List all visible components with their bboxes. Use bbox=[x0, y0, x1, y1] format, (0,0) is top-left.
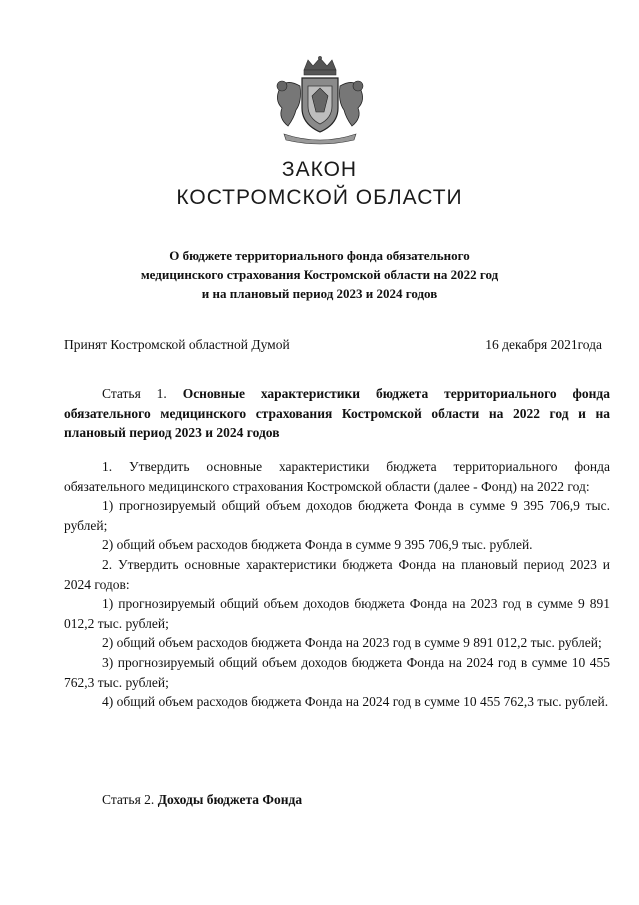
subject-line: и на плановый период 2023 и 2024 годов bbox=[201, 286, 438, 301]
law-title: ЗАКОН bbox=[281, 158, 358, 181]
article-title: Доходы бюджета Фонда bbox=[157, 792, 303, 807]
subject-line: медицинского страхования Костромской области на 2022 год bbox=[140, 267, 499, 282]
article-title: Основные характеристики бюджета территориального фонда обязательного медицинского страхования Костромской области на 2022 год и на плановый период 2023 и 2024 годов bbox=[64, 386, 610, 441]
adopted-by: Принят Костромской областной Думой bbox=[64, 337, 290, 352]
kostroma-coat-of-arms-icon bbox=[266, 56, 374, 146]
paragraph: 3) прогнозируемый общий объем доходов бюджета Фонда на 2024 год в сумме 10 455 762,3 тыс. рублей; bbox=[64, 654, 610, 690]
paragraph: 2. Утвердить основные характеристики бюджета Фонда на плановый период 2023 и 2024 годов: bbox=[64, 556, 610, 592]
law-subject bbox=[0, 246, 639, 303]
article-1-body bbox=[64, 457, 610, 712]
paragraph: 2) общий объем расходов бюджета Фонда на 2023 год в сумме 9 891 012,2 тыс. рублей; bbox=[102, 635, 602, 651]
paragraph: 1) прогнозируемый общий объем доходов бюджета Фонда на 2023 год в сумме 9 891 012,2 тыс. рублей; bbox=[64, 596, 610, 631]
paragraph: 1) прогнозируемый общий объем доходов бюджета Фонда в сумме 9 395 706,9 тыс. рублей; bbox=[64, 498, 610, 533]
article-1-heading bbox=[64, 384, 610, 443]
subject-line: О бюджете территориального фонда обязательного bbox=[169, 248, 470, 263]
adoption-date: 16 декабря 2021года bbox=[485, 337, 602, 352]
article-label: Статья 2. bbox=[102, 792, 158, 807]
paragraph: 1. Утвердить основные характеристики бюджета территориального фонда обязательного медицинского страхования Костромской области (далее - Фонд) на 2022 год: bbox=[64, 459, 610, 494]
article-2-heading bbox=[64, 790, 610, 810]
paragraph: 4) общий объем расходов бюджета Фонда на 2024 год в сумме 10 455 762,3 тыс. рублей. bbox=[102, 694, 609, 710]
paragraph: 2) общий объем расходов бюджета Фонда в сумме 9 395 706,9 тыс. рублей. bbox=[102, 537, 533, 553]
region-title: КОСТРОМСКОЙ ОБЛАСТИ bbox=[176, 186, 463, 209]
article-label: Статья 1. bbox=[102, 386, 183, 401]
